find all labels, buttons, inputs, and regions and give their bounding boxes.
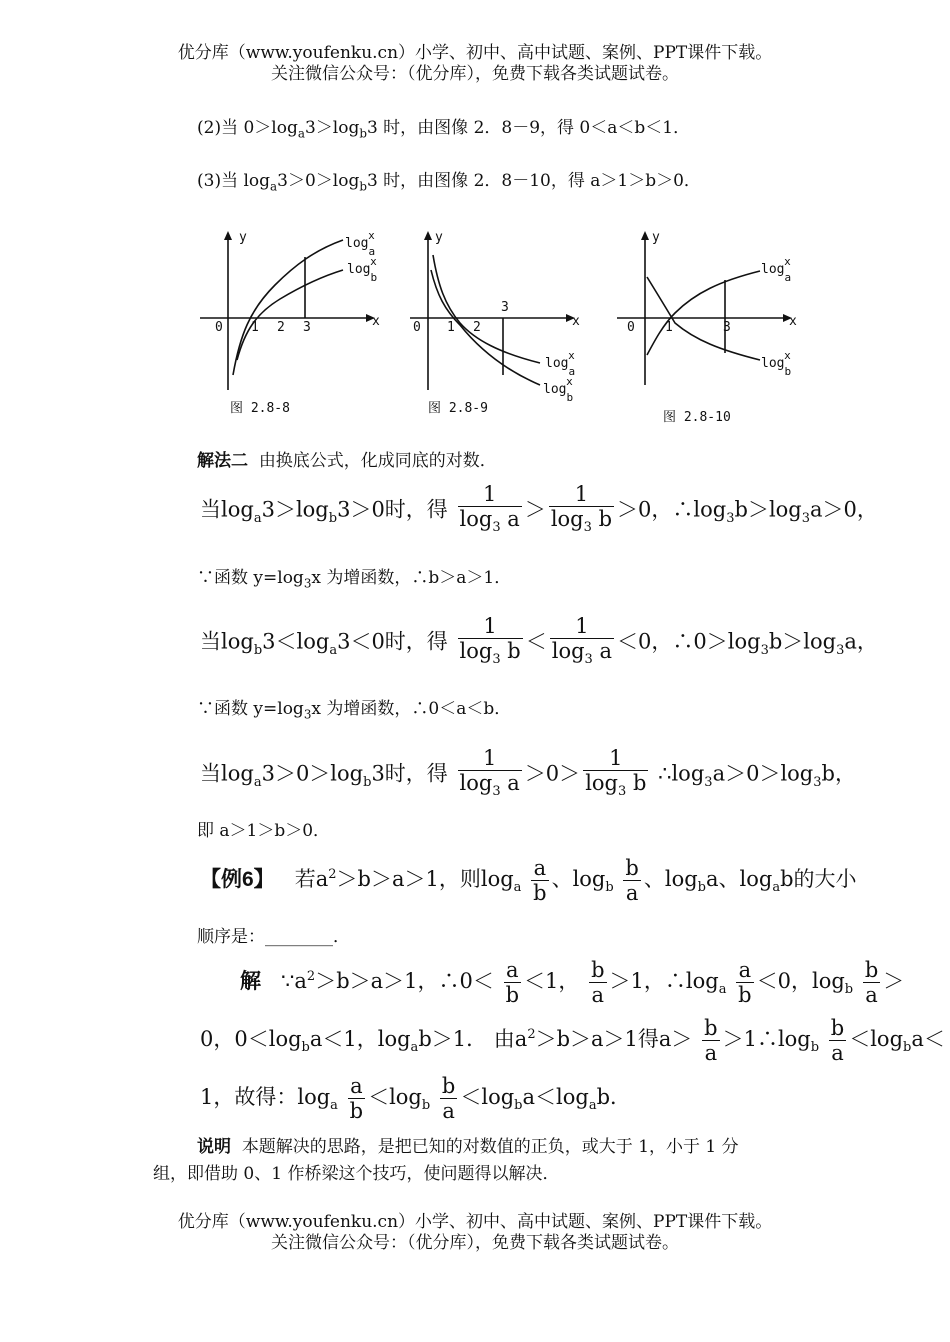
caption-2-8-9: 图 2.8-9 xyxy=(428,401,488,416)
tick-1: 1 xyxy=(665,320,673,335)
tick-2: 2 xyxy=(473,320,481,335)
y-label: y xyxy=(435,230,443,245)
method-2-title: 解法二 xyxy=(197,451,248,470)
solution-line-2b: ∵函数 $y=\log_3x$ 为增函数，∴0＜a＜b． xyxy=(197,699,512,722)
svg-text:logax: $\log_ax$ xyxy=(761,255,792,284)
header-line-2: 关注微信公众号：（优分库），免费下载各类试题试卷。 xyxy=(271,64,679,84)
tick-3: 3 xyxy=(501,300,509,315)
case-3-line: (3)当 $\log_a3>0>\log_b3$ 时，由图像 2．8－10，得 a＞1＞b＞0． xyxy=(197,171,701,194)
x-label: x xyxy=(572,314,580,329)
solution-line-3b: 即 a＞1＞b＞0． xyxy=(197,821,331,841)
svg-text:logbx: $\log_bx$ xyxy=(543,375,574,404)
footer-line-1: 优分库（www.youfenku.cn）小学、初中、高中试题、案例、PPT课件下载。 xyxy=(177,1212,773,1232)
example-6-line: 【例6】 若$a^2>b>a>1$，则$\log_a$ $\frac{a}{b}$ 、$\log_b$ $\frac{b}{a}$ 、$\log_ba$、$\log_ab$的大小 xyxy=(200,856,857,905)
solution-line-1b: ∵函数 $y=\log_3x$ 为增函数，∴b＞a＞1． xyxy=(197,568,512,591)
origin-label: 0 xyxy=(215,320,223,335)
note-tag: 说明 xyxy=(197,1137,231,1156)
figure-2-8-8 xyxy=(200,229,380,416)
example-6-solution-line-1: 解 $\because a^2>b>a>1$，∴0＜ $\frac{a}{b}$ ＜1， $\frac{b}{a}$ ＞1，$\therefore\log_a$ $\frac{a}{b}$ ＜0，$\log_b$ $\frac{b}{a}$ ＞ xyxy=(240,958,905,1007)
svg-text:logax: $\log_ax$ xyxy=(345,229,376,258)
solution-tag: 解 xyxy=(240,970,261,993)
curve-log-a xyxy=(233,240,343,375)
solution-line-3: 当$\log_a3>0>\log_b3$时，得 $\frac{1}{\log_3 a}$ ＞0＞ $\frac{1}{\log_3 b}$ $\therefore\log_3a>0>\log_3b$， xyxy=(200,746,856,800)
note-line-2: 组，即借助 0、1 作桥梁这个技巧，使问题得以解决． xyxy=(153,1164,560,1184)
curve-log-a xyxy=(433,255,540,363)
case-2-line: (2)当 $0>\log_a3>\log_b3$ 时，由图像 2．8－9，得 0＜a＜b＜1． xyxy=(197,118,691,141)
origin-label: 0 xyxy=(627,320,635,335)
tick-3: 3 xyxy=(723,320,731,335)
example-6-blank-line: 顺序是：________． xyxy=(197,927,350,947)
figure-2-8-10 xyxy=(617,230,797,425)
tick-2: 2 xyxy=(277,320,285,335)
solution-line-1: 当$\log_a3>\log_b3>0$时，得 $\frac{1}{\log_3 a}$ ＞ $\frac{1}{\log_3 b}$ ＞0，$\therefore\log_3b>\log_3a>0$， xyxy=(200,482,878,536)
y-label: y xyxy=(239,230,247,245)
y-axis-arrow xyxy=(641,231,649,240)
tick-1: 1 xyxy=(447,320,455,335)
solution-line-2: 当$\log_b3<\log_a3<0$时，得 $\frac{1}{\log_3 b}$ ＜ $\frac{1}{\log_3 a}$ ＜0，$\therefore 0>\log_3b>\log_3a$， xyxy=(200,614,878,668)
figure-2-8-9 xyxy=(410,230,580,416)
example-6-tag: 【例6】 xyxy=(200,868,275,891)
x-label: x xyxy=(372,314,380,329)
header-line-1: 优分库（www.youfenku.cn）小学、初中、高中试题、案例、PPT课件下载。 xyxy=(177,43,773,63)
y-label: y xyxy=(652,230,660,245)
footer-line-2: 关注微信公众号：（优分库），免费下载各类试题试卷。 xyxy=(271,1233,679,1253)
caption-2-8-8: 图 2.8-8 xyxy=(230,401,290,416)
caption-2-8-10: 图 2.8-10 xyxy=(663,410,731,425)
svg-text:logbx: $\log_bx$ xyxy=(347,255,378,284)
method-2-line: 解法二 由换底公式，化成同底的对数． xyxy=(197,451,497,471)
svg-text:logax: $\log_ax$ xyxy=(545,349,576,378)
y-axis-arrow xyxy=(424,231,432,240)
tick-3: 3 xyxy=(303,320,311,335)
note-line-1: 说明 本题解决的思路，是把已知的对数值的正负，或大于 1，小于 1 分 xyxy=(197,1137,739,1157)
example-6-solution-line-3: 1，故得：$\log_a$ $\frac{a}{b}$ $<\log_b$ $\frac{b}{a}$ $<\log_ba<\log_ab$． xyxy=(200,1074,632,1123)
example-6-solution-line-2: 0，$0<\log_ba<1$，$\log_ab>1$． 由$a^2>b>a>1$得a＞ $\frac{b}{a}$ $>1\therefore\log_b$ $\frac{b}{a}$ $<\log_ba<$ xyxy=(200,1016,945,1065)
tick-1: 1 xyxy=(251,320,259,335)
svg-text:logbx: $\log_bx$ xyxy=(761,349,792,378)
curve-log-a xyxy=(647,271,760,355)
origin-label: 0 xyxy=(413,320,421,335)
x-label: x xyxy=(789,314,797,329)
y-axis-arrow xyxy=(224,231,232,240)
figures-panel xyxy=(195,225,815,435)
